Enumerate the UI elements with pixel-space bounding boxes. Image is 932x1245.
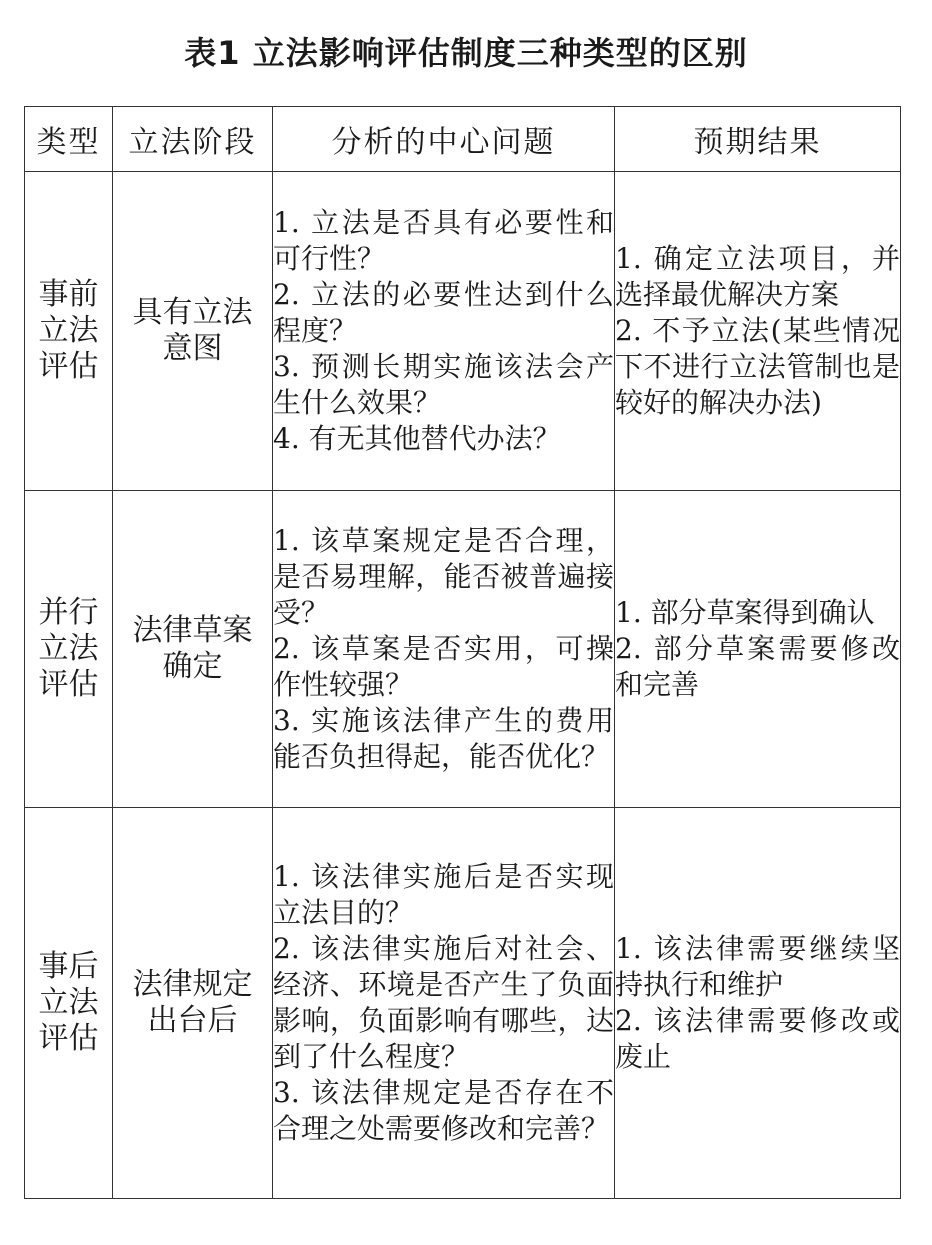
table-row xyxy=(25,172,901,491)
results-cell xyxy=(615,491,901,808)
question-item: 1. 立法是否具有必要性和可行性？ xyxy=(273,206,614,275)
table-header-row xyxy=(25,107,901,172)
type-label: 事后立法评估 xyxy=(38,949,99,1056)
stage-cell xyxy=(113,172,273,491)
table-row xyxy=(25,808,901,1199)
result-item: 1. 确定立法项目，并选择最优解决方案 xyxy=(615,242,900,311)
question-item: 3. 该法律规定是否存在不合理之处需要修改和完善？ xyxy=(273,1076,614,1145)
result-item: 2. 该法律需要修改或废止 xyxy=(615,1004,900,1073)
question-item: 1. 该草案规定是否合理，是否易理解，能否被普遍接受？ xyxy=(273,524,614,629)
question-item: 3. 实施该法律产生的费用能否负担得起，能否优化？ xyxy=(273,704,614,773)
type-cell xyxy=(25,808,113,1199)
result-item: 2. 不予立法(某些情况下不进行立法管制也是较好的解决办法) xyxy=(615,314,900,419)
results-cell xyxy=(615,808,901,1199)
question-item: 1. 该法律实施后是否实现立法目的？ xyxy=(273,860,614,929)
result-item: 2. 部分草案需要修改和完善 xyxy=(615,632,900,701)
stage-cell xyxy=(113,808,273,1199)
header-results: 预期结果 xyxy=(615,107,901,172)
header-stage: 立法阶段 xyxy=(113,107,273,172)
questions-cell xyxy=(273,172,615,491)
type-label: 并行立法评估 xyxy=(38,595,99,702)
comparison-table xyxy=(24,106,901,1199)
question-item: 2. 该草案是否实用，可操作性较强？ xyxy=(273,632,614,701)
stage-label: 法律草案确定 xyxy=(132,613,253,684)
stage-cell xyxy=(113,491,273,808)
stage-label: 法律规定出台后 xyxy=(132,967,253,1038)
type-cell xyxy=(25,172,113,491)
table-row xyxy=(25,491,901,808)
question-item: 2. 该法律实施后对社会、经济、环境是否产生了负面影响，负面影响有哪些，达到了什么程度？ xyxy=(273,932,614,1073)
header-type: 类型 xyxy=(25,107,113,172)
questions-cell xyxy=(273,491,615,808)
question-item: 3. 预测长期实施该法会产生什么效果？ xyxy=(273,350,614,419)
stage-label: 具有立法意图 xyxy=(132,295,253,366)
type-cell xyxy=(25,491,113,808)
header-questions: 分析的中心问题 xyxy=(273,107,615,172)
results-cell xyxy=(615,172,901,491)
questions-cell xyxy=(273,808,615,1199)
type-label: 事前立法评估 xyxy=(38,277,99,384)
result-item: 1. 该法律需要继续坚持执行和维护 xyxy=(615,932,900,1001)
question-item: 4. 有无其他替代办法？ xyxy=(273,422,561,455)
result-item: 1. 部分草案得到确认 xyxy=(615,596,875,629)
table-title: 表1 立法影响评估制度三种类型的区别 xyxy=(184,34,748,72)
question-item: 2. 立法的必要性达到什么程度？ xyxy=(273,278,614,347)
